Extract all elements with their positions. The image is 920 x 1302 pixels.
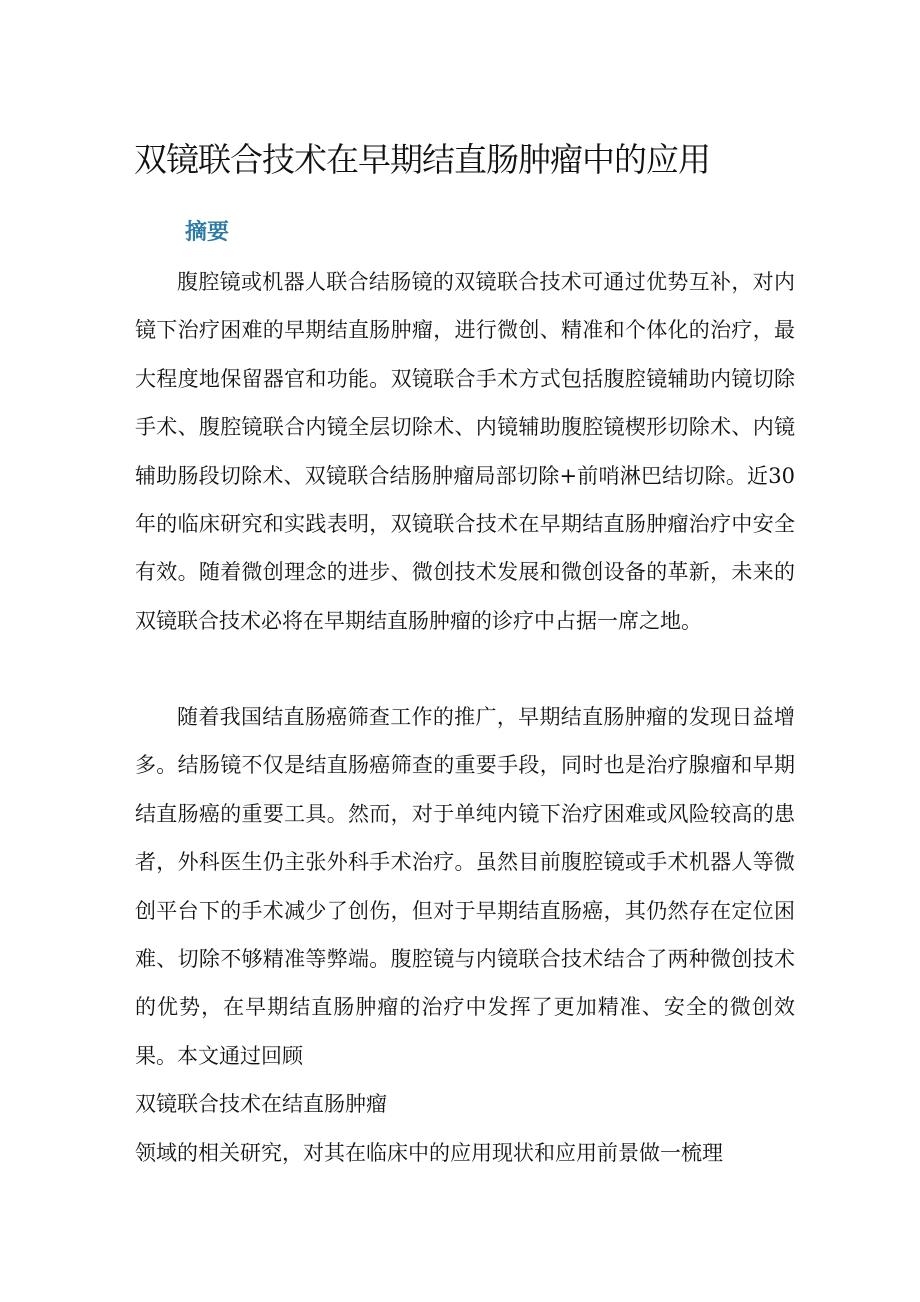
page-bottom-line: 领域的相关研究，对其在临床中的应用现状和应用前景做一梳理 <box>135 1141 723 1165</box>
abstract-paragraph: 腹腔镜或机器人联合结肠镜的双镜联合技术可通过优势互补，对内镜下治疗困难的早期结直肠肿瘤，进行微创、精准和个体化的治疗，最大程度地保留器官和功能。双镜联合手术方式包括腹腔镜辅助内镜切除手术、腹腔镜联合内镜全层切除术、内镜辅助腹腔镜楔形切除术、内镜辅助肠段切除术、双镜联合结肠肿瘤局部切除+前哨淋巴结切除。近30年的临床研究和实践表明，双镜联合技术在早期结直肠肿瘤治疗中安全有效。随着微创理念的进步、微创技术发展和微创设备的革新，未来的双镜联合技术必将在早期结直肠肿瘤的诊疗中占据一席之地。 <box>135 270 795 633</box>
introduction-paragraph-continuation: 双镜联合技术在结直肠肿瘤 <box>135 1092 387 1117</box>
introduction-section <box>135 693 795 1129</box>
document-title: 双镜联合技术在早期结直肠肿瘤中的应用 <box>134 140 710 179</box>
abstract-section <box>135 258 795 645</box>
abstract-heading: 摘要 <box>185 220 230 245</box>
introduction-paragraph: 随着我国结直肠癌筛查工作的推广，早期结直肠肿瘤的发现日益增多。结肠镜不仅是结直肠癌筛查的重要手段，同时也是治疗腺瘤和早期结直肠癌的重要工具。然而，对于单纯内镜下治疗困难或风险较高的患者，外科医生仍主张外科手术治疗。虽然目前腹腔镜或手术机器人等微创平台下的手术减少了创伤，但对于早期结直肠癌，其仍然存在定位困难、切除不够精准等弊端。腹腔镜与内镜联合技术结合了两种微创技术的优势，在早期结直肠肿瘤的治疗中发挥了更加精准、安全的微创效果。本文通过回顾 <box>135 705 795 1068</box>
page-bottom-section <box>135 1129 795 1177</box>
